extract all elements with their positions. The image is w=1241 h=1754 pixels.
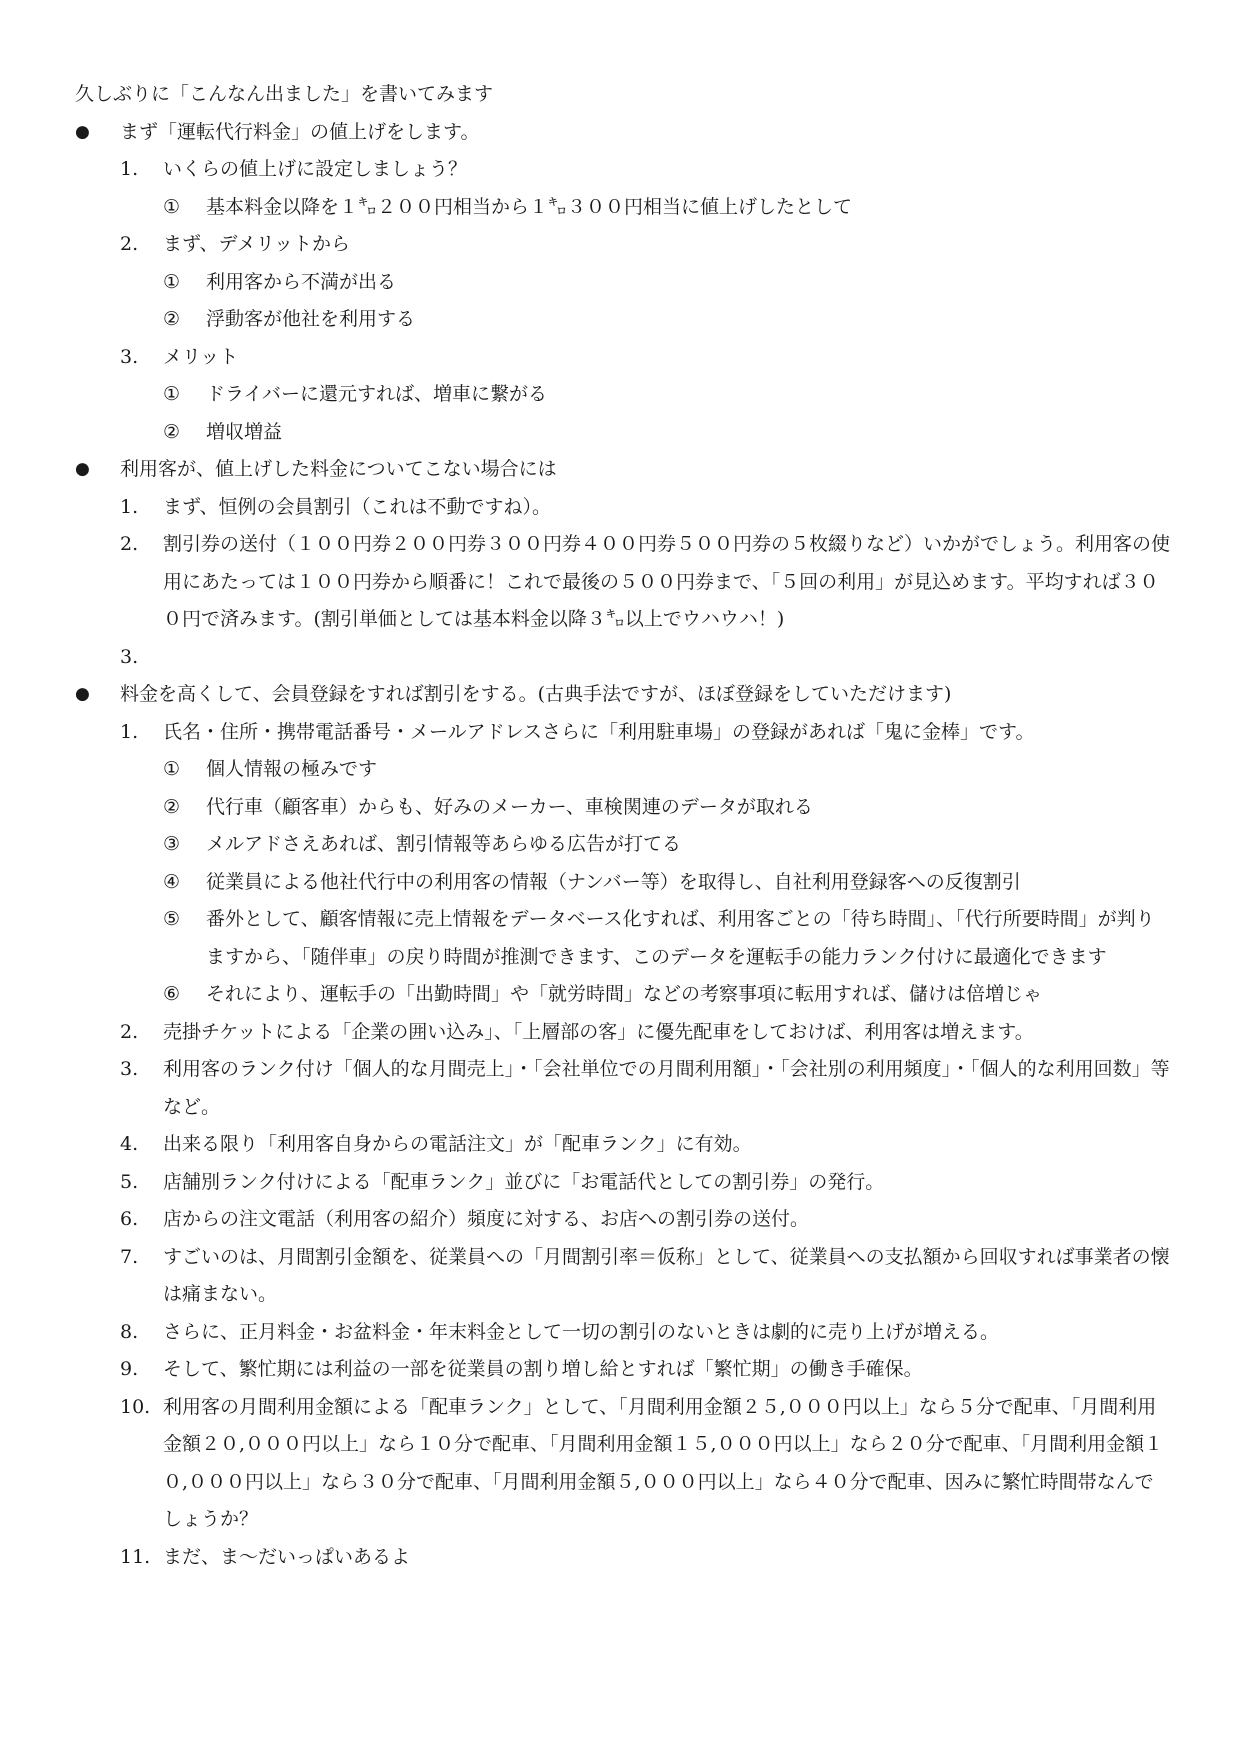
- sub-item-text: 個人情報の極みです: [206, 758, 378, 780]
- item-text: そして、繁忙期には利益の一部を従業員の割り増し給とすれば「繁忙期」の働き手確保。: [163, 1358, 923, 1380]
- sub-item-text: 代行車（顧客車）からも、好みのメーカー、車検関連のデータが取れる: [206, 795, 813, 818]
- item-text: すごいのは、月間割引金額を、従業員への「月間割引率＝仮称」として、従業員への支払額から回収すれば事業者の懐は痛まない。: [163, 1245, 1170, 1305]
- list-item: [75, 526, 1170, 639]
- item-number: 5.: [120, 1170, 139, 1193]
- item-text: メリット: [163, 345, 239, 368]
- list-item: [75, 1014, 1170, 1052]
- sub-item-text: 増収増益: [206, 420, 283, 443]
- item-text: 利用客の月間利用金額による「配車ランク」として、「月間利用金額２５,０００円以上」なら５分で配車、「月間利用金額２０,０００円以上」なら１０分で配車、「月間利用金額１５,０００円以上」なら２０分で配車、「月間利用金額１０,０００円以上」なら３０分で配車、「月間利用金額５,０００円以上」なら４０分で配車、因みに繁忙時間帯なんでしょうか？: [163, 1395, 1164, 1530]
- section-1-heading: [75, 114, 1170, 152]
- sub-item-mark: ①: [163, 383, 181, 405]
- section-3-heading: [75, 676, 1170, 714]
- item-number: 2.: [120, 1020, 139, 1043]
- item-number: 1.: [120, 720, 139, 743]
- list-item: [75, 489, 1170, 527]
- sub-item: [75, 751, 1170, 789]
- sub-item-text: 浮動客が他社を利用する: [206, 308, 416, 330]
- document-body: [75, 76, 1170, 1576]
- item-text: いくらの値上げに設定しましょう？: [163, 158, 468, 180]
- sub-item-mark: ③: [163, 833, 181, 855]
- list-item: [75, 1239, 1170, 1314]
- item-text: 割引券の送付（１００円券２００円券３００円券４００円券５００円券の５枚綴りなど）いかがでしょう。利用客の使用にあたっては１００円券から順番に！これで最後の５００円券まで、「５回の利用」が見込めます。平均すれば３００円で済みます。(割引単価としては基本料金以降３㌔以上でウハウハ！): [163, 533, 1171, 630]
- section-title: 利用客が、値上げした料金についてこない場合には: [120, 458, 557, 480]
- list-item: [75, 714, 1170, 752]
- sub-item: [75, 414, 1170, 452]
- intro-line: 久しぶりに「こんなん出ました」を書いてみます: [75, 83, 494, 105]
- sub-item: [75, 264, 1170, 302]
- item-number: 7.: [120, 1245, 139, 1268]
- item-number: 8.: [120, 1320, 139, 1343]
- list-item: [75, 1051, 1170, 1126]
- bullet-icon: ●: [75, 121, 90, 142]
- item-text: まだ、ま～だいっぱいあるよ: [163, 1545, 411, 1568]
- item-number: 3.: [120, 645, 139, 668]
- sub-item: [75, 864, 1170, 902]
- item-number: 3.: [120, 1058, 139, 1080]
- item-text: まず、恒例の会員割引（これは不動ですね）。: [163, 495, 551, 518]
- sub-item-text: ドライバーに還元すれば、増車に繋がる: [206, 383, 548, 405]
- sub-item-mark: ⑤: [163, 908, 181, 930]
- sub-item-text: 従業員による他社代行中の利用客の情報（ナンバー等）を取得し、自社利用登録客への反復割引: [206, 870, 1021, 893]
- sub-item-text: それにより、運転手の「出勤時間」や「就労時間」などの考察事項に転用すれば、儲けは倍増じゃ: [206, 983, 1043, 1005]
- item-number: 10.: [120, 1395, 151, 1418]
- sub-item: [75, 376, 1170, 414]
- list-item: [75, 1314, 1170, 1352]
- item-number: 1.: [120, 495, 139, 518]
- item-number: 1.: [120, 158, 139, 180]
- list-item: [75, 1201, 1170, 1239]
- sub-item-mark: ④: [163, 870, 181, 893]
- sub-item-mark: ②: [163, 308, 181, 330]
- sub-item-text: 利用客から不満が出る: [206, 270, 397, 293]
- list-item: [75, 1539, 1170, 1577]
- list-item: [75, 1126, 1170, 1164]
- section-2-heading: [75, 451, 1170, 489]
- sub-item-mark: ①: [163, 195, 181, 218]
- item-text: 売掛チケットによる「企業の囲い込み」、「上層部の客」に優先配車をしておけば、利用客は増えます。: [163, 1020, 1034, 1043]
- sub-item-mark: ①: [163, 758, 181, 780]
- bullet-icon: ●: [75, 459, 90, 479]
- sub-item-text: 番外として、顧客情報に売上情報をデータベース化すれば、利用客ごとの「待ち時間」、「代行所要時間」が判りますから、「随伴車」の戻り時間が推測できます、このデータを運転手の能力ランク付けに最適化できます: [206, 908, 1155, 968]
- item-text: まず、デメリットから: [163, 233, 350, 255]
- item-text: 店からの注文電話（利用客の紹介）頻度に対する、お店への割引券の送付。: [163, 1208, 810, 1230]
- sub-item-text: 基本料金以降を１㌔２００円相当から１㌔３００円相当に値上げしたとして: [206, 195, 853, 218]
- sub-item: [75, 826, 1170, 864]
- sub-item: [75, 976, 1170, 1014]
- item-number: 11.: [120, 1545, 151, 1568]
- item-number: 3.: [120, 345, 139, 368]
- section-title: 料金を高くして、会員登録をすれば割引をする。(古典手法ですが、ほぼ登録をしていただけます): [120, 683, 952, 705]
- item-text: 利用客のランク付け「個人的な月間売上」・「会社単位での月間利用額」・「会社別の利用頻度」・「個人的な利用回数」等など。: [163, 1058, 1170, 1118]
- item-text: 店舗別ランク付けによる「配車ランク」並びに「お電話代としての割引券」の発行。: [163, 1170, 885, 1193]
- sub-item: [75, 901, 1170, 976]
- item-text: 出来る限り「利用客自身からの電話注文」が「配車ランク」に有効。: [163, 1133, 752, 1155]
- sub-item: [75, 189, 1170, 227]
- sub-item-mark: ①: [163, 270, 181, 293]
- list-item: [75, 639, 1170, 677]
- item-number: 4.: [120, 1133, 139, 1155]
- list-item: [75, 151, 1170, 189]
- item-number: 6.: [120, 1208, 139, 1230]
- list-item: [75, 1389, 1170, 1539]
- list-item: [75, 339, 1170, 377]
- item-number: 9.: [120, 1358, 139, 1380]
- section-title: まず「運転代行料金」の値上げをします。: [120, 120, 480, 143]
- sub-item-mark: ⑥: [163, 983, 181, 1005]
- bullet-icon: ●: [75, 684, 90, 704]
- sub-item-text: メルアドさえあれば、割引情報等あらゆる広告が打てる: [206, 833, 682, 855]
- list-item: [75, 1164, 1170, 1202]
- list-item: [75, 1351, 1170, 1389]
- sub-item-mark: ②: [163, 795, 181, 818]
- item-number: 2.: [120, 233, 139, 255]
- sub-item: [75, 789, 1170, 827]
- list-item: [75, 226, 1170, 264]
- item-text: さらに、正月料金・お盆料金・年末料金として一切の割引のないときは劇的に売り上げが増える。: [163, 1320, 1000, 1343]
- item-number: 2.: [120, 533, 139, 555]
- sub-item: [75, 301, 1170, 339]
- sub-item-mark: ②: [163, 420, 181, 443]
- item-text: 氏名・住所・携帯電話番号・メールアドレスさらに「利用駐車場」の登録があれば「鬼に金棒」です。: [163, 720, 1035, 743]
